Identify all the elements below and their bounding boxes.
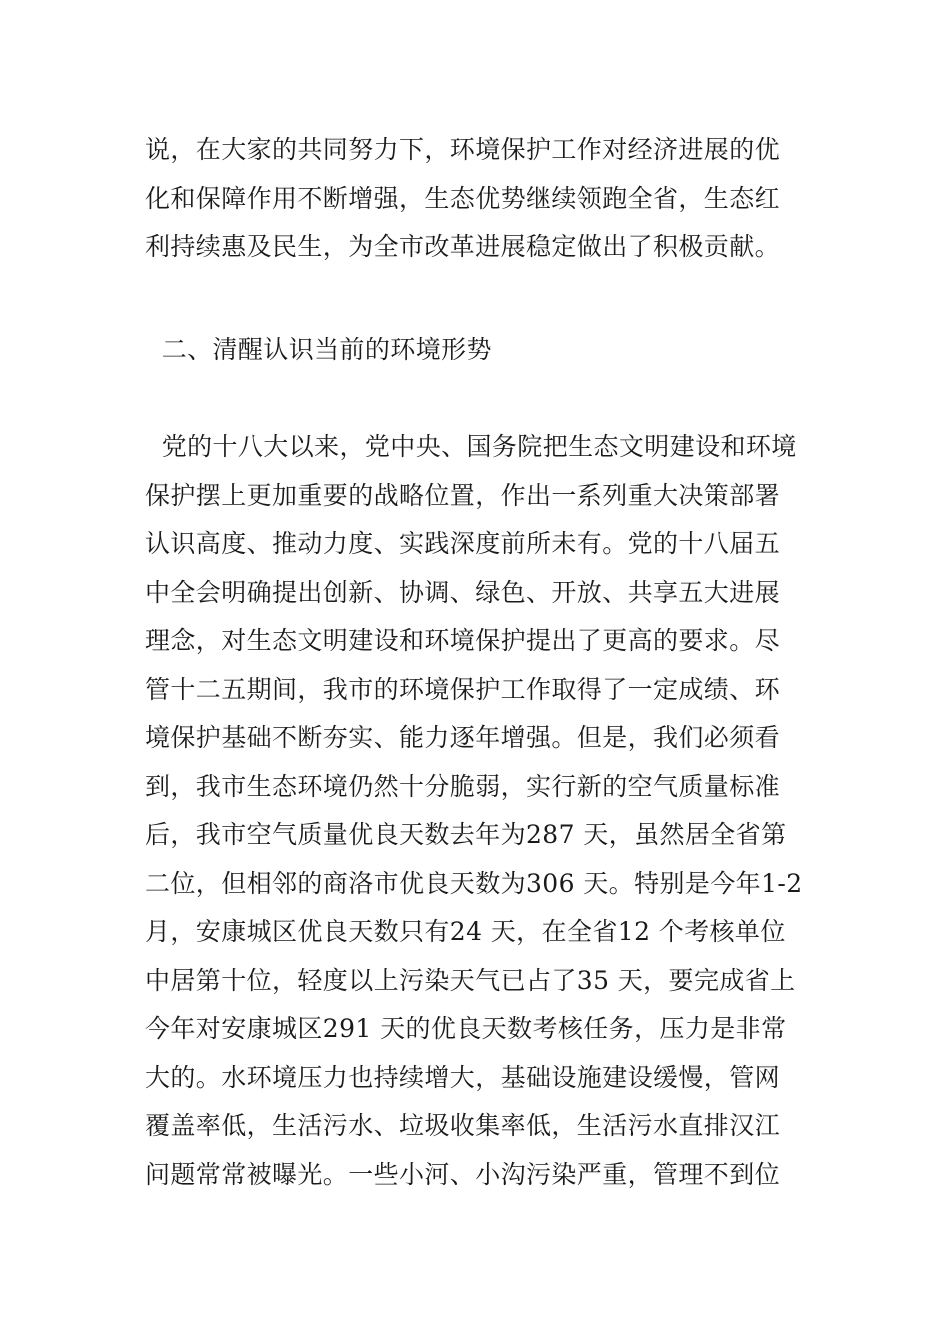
text-line: 后，我市空气质量优良天数去年为287 天，虽然居全省第 [145, 820, 787, 849]
section-heading-block [145, 326, 810, 375]
text-line: 党的十八大以来，党中央、国务院把生态文明建设和环境 [145, 432, 797, 461]
text-line: 月，安康城区优良天数只有24 天，在全省12 个考核单位 [145, 917, 786, 946]
text-line: 今年对安康城区291 天的优良天数考核任务，压力是非常 [145, 1014, 787, 1043]
text-line: 理念，对生态文明建设和环境保护提出了更高的要求。尽 [145, 626, 781, 655]
paragraph-environment-situation [145, 423, 810, 1199]
text-line: 化和保障作用不断增强，生态优势继续领跑全省，生态红 [145, 183, 781, 213]
text-line: 到，我市生态环境仍然十分脆弱，实行新的空气质量标准 [145, 771, 781, 801]
text-line: 说，在大家的共同努力下，环境保护工作对经济进展的优 [145, 135, 781, 164]
text-line: 中居第十位，轻度以上污染天气已占了35 天，要完成省上 [145, 965, 796, 995]
text-line: 认识高度、推动力度、实践深度前所未有。党的十八届五 [145, 529, 781, 558]
paragraph-continued [145, 126, 810, 272]
section-heading: 二、清醒认识当前的环境形势 [145, 335, 492, 364]
text-line: 利持续惠及民生，为全市改革进展稳定做出了积极贡献。 [145, 232, 781, 261]
text-line: 二位，但相邻的商洛市优良天数为306 天。特别是今年1-2 [145, 868, 803, 898]
text-line: 问题常常被曝光。一些小河、小沟污染严重，管理不到位 [145, 1159, 781, 1189]
text-line: 覆盖率低，生活污水、垃圾收集率低，生活污水直排汉江 [145, 1111, 781, 1140]
text-line: 大的。水环境压力也持续增大，基础设施建设缓慢，管网 [145, 1062, 781, 1092]
text-line: 管十二五期间，我市的环境保护工作取得了一定成绩、环 [145, 674, 781, 704]
text-line: 中全会明确提出创新、协调、绿色、开放、共享五大进展 [145, 577, 781, 607]
text-line: 境保护基础不断夯实、能力逐年增强。但是，我们必须看 [145, 723, 781, 752]
text-line: 保护摆上更加重要的战略位置，作出一系列重大决策部署 [145, 480, 781, 510]
